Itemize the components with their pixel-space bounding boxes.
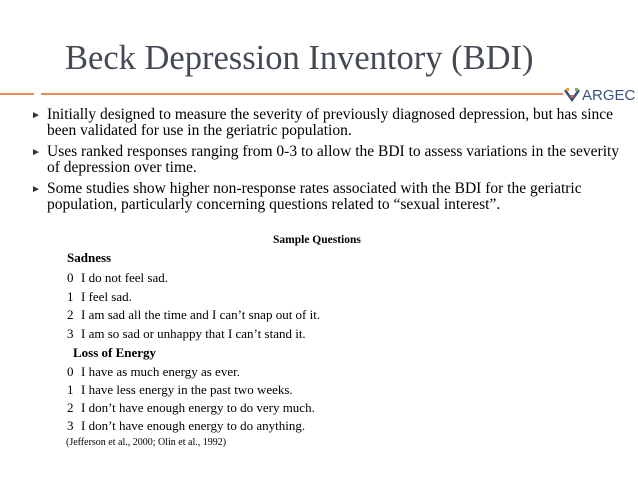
item-text: I do not feel sad.	[81, 270, 169, 285]
energy-item	[67, 401, 315, 414]
item-number: 2	[67, 307, 74, 322]
bullet-item	[31, 144, 631, 176]
energy-item	[67, 383, 293, 396]
item-number: 1	[67, 289, 74, 304]
item-text: I feel sad.	[81, 289, 132, 304]
item-number: 0	[67, 364, 74, 379]
item-text: I don’t have enough energy to do anything.	[81, 418, 306, 433]
item-text: I have less energy in the past two weeks.	[81, 382, 293, 397]
title-rule-right	[41, 93, 563, 95]
bullet-arrow-icon: ►	[31, 184, 41, 195]
bullet-text: Initially designed to measure the severity of previously diagnosed depression, but has since been validated for use in the geriatric population.	[47, 106, 614, 139]
title-rule-left	[0, 93, 34, 95]
bullet-arrow-icon: ►	[31, 147, 41, 158]
sadness-item	[67, 290, 132, 303]
bullet-arrow-icon: ►	[31, 110, 41, 121]
argec-logo-icon	[564, 87, 580, 103]
bullet-list	[31, 107, 631, 218]
sadness-item	[67, 271, 168, 284]
energy-item	[67, 419, 305, 432]
item-text: I am sad all the time and I can’t snap out of it.	[81, 307, 321, 322]
citation: (Jefferson et al., 2000; Olin et al., 1992)	[66, 437, 227, 448]
sadness-item	[67, 308, 320, 321]
item-number: 2	[67, 400, 74, 415]
item-number: 3	[67, 418, 74, 433]
item-text: I am so sad or unhappy that I can’t stand it.	[81, 326, 306, 341]
bullet-item	[31, 181, 631, 213]
item-number: 3	[67, 326, 74, 341]
sadness-heading: Sadness	[67, 250, 112, 265]
item-number: 1	[67, 382, 74, 397]
item-number: 0	[67, 270, 74, 285]
slide-title: Beck Depression Inventory (BDI)	[65, 39, 534, 77]
item-text: I have as much energy as ever.	[81, 364, 240, 379]
sadness-item	[67, 327, 306, 340]
bullet-item	[31, 107, 631, 139]
argec-logo	[564, 85, 638, 105]
loss-of-energy-heading: Loss of Energy	[73, 345, 157, 360]
logo-text: ARGEC	[582, 86, 636, 104]
sample-questions-title: Sample Questions	[273, 234, 361, 246]
bullet-text: Some studies show higher non-response rates associated with the BDI for the geriatric population, particularly concerning questions related to “sexual interest”.	[47, 180, 582, 213]
energy-item	[67, 365, 240, 378]
item-text: I don’t have enough energy to do very much.	[81, 400, 315, 415]
bullet-text: Uses ranked responses ranging from 0-3 to allow the BDI to assess variations in the severity of depression over time.	[47, 143, 620, 176]
